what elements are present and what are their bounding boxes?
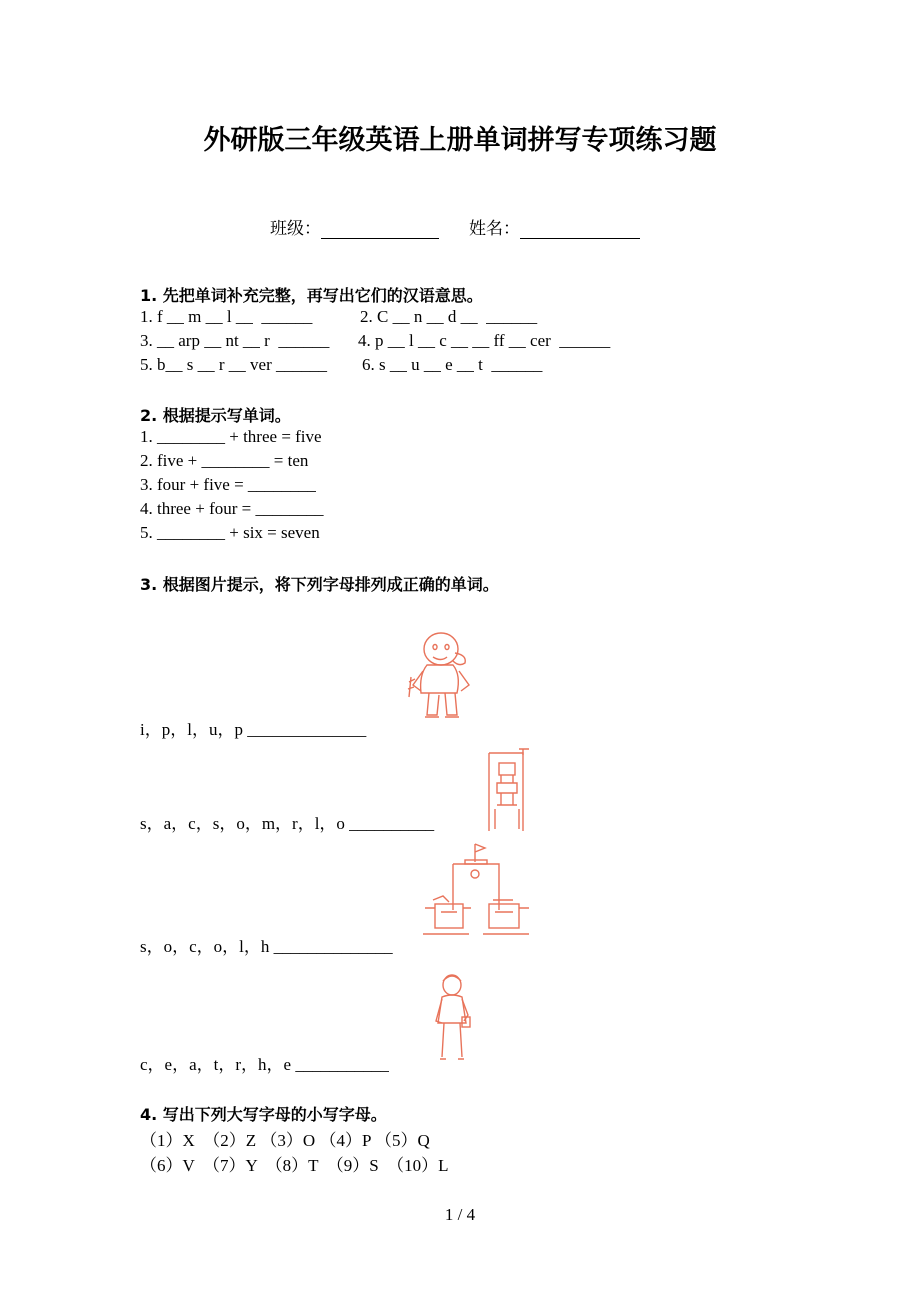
s1-item-2: 2. C __ n __ d __ ______: [360, 307, 538, 326]
classroom-icon: [483, 745, 533, 835]
s1-item-5: 5. b__ s __ r __ ver ______: [140, 355, 327, 374]
s2-item-2: 2. five + ________ = ten: [140, 451, 309, 470]
s1-item-4: 4. p __ l __ c __ __ ff __ cer ______: [358, 331, 611, 350]
section4-heading: 4. 写出下列大写字母的小写字母。: [140, 1105, 387, 1124]
teacher-icon: [430, 973, 475, 1063]
s1-item-1: 1. f __ m __ l __ ______: [140, 307, 313, 326]
class-label: 班级：: [270, 219, 321, 239]
section1-heading: 1. 先把单词补充完整，再写出它们的汉语意思。: [140, 286, 483, 305]
s2-item-5: 5. ________ + six = seven: [140, 523, 320, 542]
s3-item-2: s，a，c，s，o，m，r，l，o __________: [140, 814, 435, 833]
s1-item-3: 3. __ arp __ nt __ r ______: [140, 331, 330, 350]
s2-item-3: 3. four + five = ________: [140, 475, 316, 494]
school-icon: [413, 840, 535, 945]
s2-item-1: 1. ________ + three = five: [140, 427, 322, 446]
s2-item-4: 4. three + four = ________: [140, 499, 324, 518]
pupil-icon: [405, 627, 485, 725]
page-number: 1 / 4: [444, 1205, 476, 1224]
section3-heading: 3. 根据图片提示，将下列字母排列成正确的单词。: [140, 575, 499, 594]
s1-item-6: 6. s __ u __ e __ t ______: [362, 355, 543, 374]
class-field[interactable]: [321, 220, 439, 239]
s4-row-1: （1）X （2）Z （3）O （4）P （5）Q: [140, 1131, 430, 1150]
s4-row-2: （6）V （7）Y （8）T （9）S （10）L: [140, 1156, 449, 1175]
name-field[interactable]: [520, 220, 640, 239]
page-title: 外研版三年级英语上册单词拼写专项练习题: [203, 125, 717, 156]
name-label: 姓名：: [469, 219, 520, 239]
s3-item-1: i，p，l，u，p ______________: [140, 720, 367, 739]
s3-item-3: s，o，c，o，l，h ______________: [140, 937, 393, 956]
s3-item-4: c，e，a，t，r，h，e ___________: [140, 1055, 389, 1074]
student-info: [270, 214, 640, 239]
section2-heading: 2. 根据提示写单词。: [140, 406, 291, 425]
